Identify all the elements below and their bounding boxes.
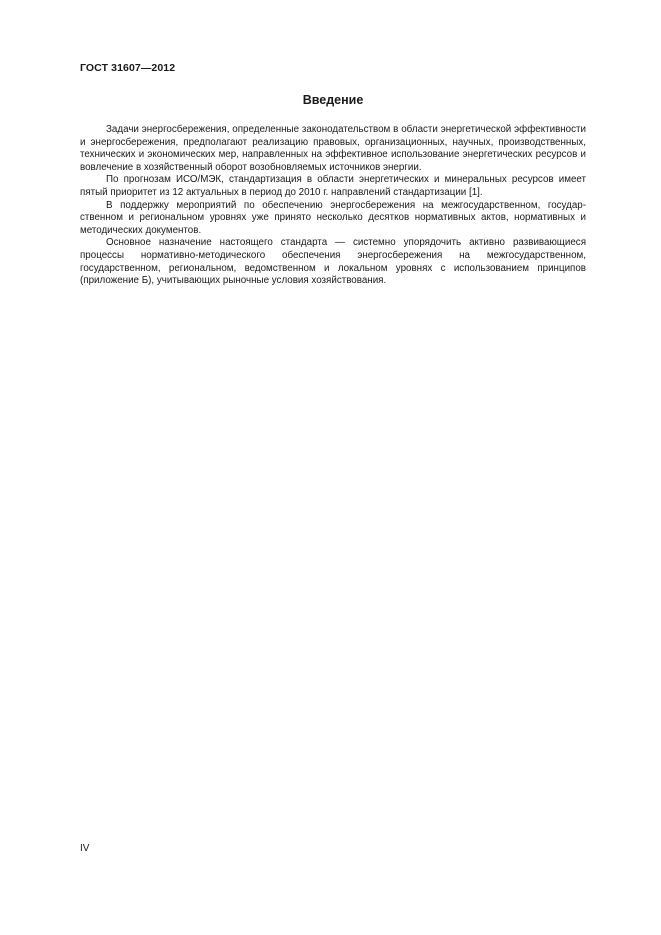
body-text bbox=[80, 124, 586, 288]
document-code: ГОСТ 31607—2012 bbox=[80, 62, 176, 74]
page-number: IV bbox=[80, 843, 90, 854]
section-title: Введение bbox=[302, 93, 364, 107]
paragraph-2: По прогнозам ИСО/МЭК, стандартизация в области энергетических и минеральных ресурсов имеет пятый приоритет из 12 актуальных в период до 2010 г. направлений стандартизации [1]. bbox=[80, 174, 586, 198]
paragraph-1: Задачи энергосбережения, определенные законодательством в области энергетической эффективности и энергосбережения, предполагают реализацию правовых, организационных, научных, производственных, технических и экономических мер, направленных на эффективное использование энергетических ресурсов и вовлечение в хозяйственный оборот возобновляемых источников энергии. bbox=[80, 124, 586, 173]
paragraph-3: В поддержку мероприятий по обеспечению энергосбережения на межгосударственном, государственном и региональном уровнях уже принято несколько десятков нормативных актов, нормативных и методических документов. bbox=[80, 199, 586, 236]
paragraph-4: Основное назначение настоящего стандарта — системно упорядочить активно развивающиеся процессы нормативно-методического обеспечения энергосбережения на межгосударственном, государственном, региональном, ведомственном и локальном уровнях с использованием принципов (приложение Б), учитывающих рыночные условия хозяйствования. bbox=[80, 237, 586, 287]
